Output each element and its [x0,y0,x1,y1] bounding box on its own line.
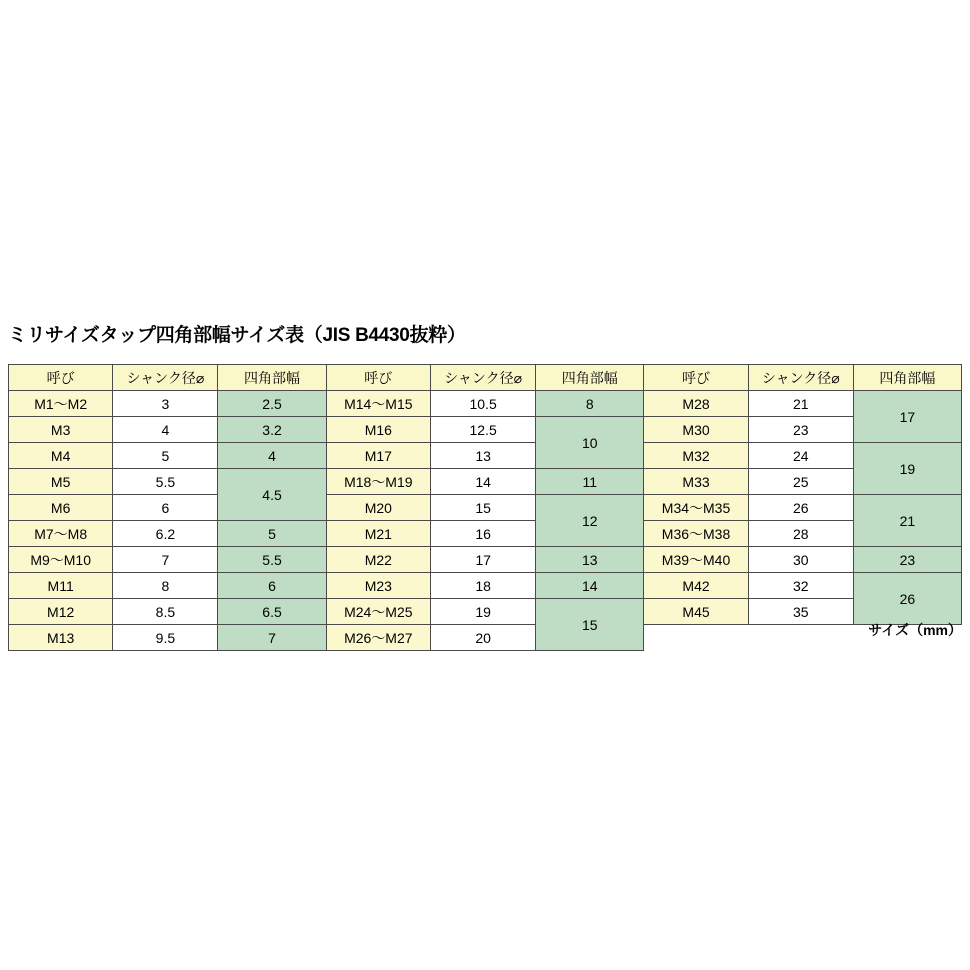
cell-designation: M45 [644,599,748,625]
cell-square-width: 23 [853,547,961,573]
cell-square-width: 26 [853,573,961,625]
cell-square-width: 4.5 [218,469,326,521]
cell-shank-diameter: 6.2 [113,521,218,547]
header-name-2: 呼び [326,365,430,391]
cell-shank-diameter: 5 [113,443,218,469]
cell-designation: M5 [9,469,113,495]
cell-shank-diameter: 24 [748,443,853,469]
header-square-2: 四角部幅 [536,365,644,391]
cell-square-width: 6 [218,573,326,599]
cell-shank-diameter: 12.5 [431,417,536,443]
cell-shank-diameter: 25 [748,469,853,495]
table-row [9,573,962,599]
cell-square-width: 19 [853,443,961,495]
table-row [9,443,962,469]
cell-shank-diameter: 26 [748,495,853,521]
cell-shank-diameter: 18 [431,573,536,599]
cell-square-width: 13 [536,547,644,573]
header-name-1: 呼び [9,365,113,391]
table-row [9,521,962,547]
cell-square-width: 7 [218,625,326,651]
cell-shank-diameter: 21 [748,391,853,417]
header-row [9,365,962,391]
cell-designation: M6 [9,495,113,521]
cell-square-width: 17 [853,391,961,443]
cell-shank-diameter: 14 [431,469,536,495]
cell-shank-diameter: 6 [113,495,218,521]
cell-shank-diameter: 7 [113,547,218,573]
cell-square-width: 3.2 [218,417,326,443]
cell-designation: M9〜M10 [9,547,113,573]
cell-shank-diameter: 20 [431,625,536,651]
size-table-container [8,364,962,651]
header-square-1: 四角部幅 [218,365,326,391]
cell-designation: M32 [644,443,748,469]
cell-shank-diameter: 8.5 [113,599,218,625]
cell-square-width: 6.5 [218,599,326,625]
cell-square-width: 8 [536,391,644,417]
table-row [9,417,962,443]
cell-shank-diameter: 19 [431,599,536,625]
cell-designation: M20 [326,495,430,521]
header-shank-2: シャンク径⌀ [431,365,536,391]
table-row [9,391,962,417]
cell-designation: M39〜M40 [644,547,748,573]
cell-shank-diameter: 23 [748,417,853,443]
cell-designation: M13 [9,625,113,651]
cell-designation: M34〜M35 [644,495,748,521]
cell-square-width: 4 [218,443,326,469]
cell-designation: M28 [644,391,748,417]
cell-square-width: 10 [536,417,644,469]
cell-designation: M33 [644,469,748,495]
header-square-3: 四角部幅 [853,365,961,391]
cell-square-width: 11 [536,469,644,495]
cell-square-width: 21 [853,495,961,547]
unit-note: サイズ（mm） [868,622,962,638]
cell-designation: M30 [644,417,748,443]
cell-shank-diameter: 28 [748,521,853,547]
cell-shank-diameter: 32 [748,573,853,599]
cell-square-width: 2.5 [218,391,326,417]
cell-shank-diameter: 30 [748,547,853,573]
cell-designation: M21 [326,521,430,547]
cell-designation: M7〜M8 [9,521,113,547]
header-name-3: 呼び [644,365,748,391]
cell-shank-diameter: 3 [113,391,218,417]
cell-designation: M16 [326,417,430,443]
tap-square-width-size-table [8,364,962,651]
cell-shank-diameter: 8 [113,573,218,599]
header-shank-1: シャンク径⌀ [113,365,218,391]
table-row [9,495,962,521]
table-body [9,391,962,651]
cell-designation: M42 [644,573,748,599]
cell-designation: M3 [9,417,113,443]
table-row [9,599,962,625]
cell-designation: M26〜M27 [326,625,430,651]
table-row [9,547,962,573]
cell-square-width: 5 [218,521,326,547]
cell-square-width: 14 [536,573,644,599]
cell-designation: M23 [326,573,430,599]
cell-shank-diameter: 15 [431,495,536,521]
cell-shank-diameter: 10.5 [431,391,536,417]
cell-designation: M4 [9,443,113,469]
cell-shank-diameter: 35 [748,599,853,625]
cell-designation: M12 [9,599,113,625]
cell-shank-diameter: 17 [431,547,536,573]
cell-shank-diameter: 4 [113,417,218,443]
cell-designation: M11 [9,573,113,599]
table-row [9,469,962,495]
cell-shank-diameter: 16 [431,521,536,547]
cell-designation: M22 [326,547,430,573]
cell-square-width: 5.5 [218,547,326,573]
table-row [9,625,962,651]
cell-designation: M1〜M2 [9,391,113,417]
page-title: ミリサイズタップ四角部幅サイズ表（JIS B4430抜粋） [8,325,466,346]
header-shank-3: シャンク径⌀ [748,365,853,391]
cell-shank-diameter: 9.5 [113,625,218,651]
cell-shank-diameter: 5.5 [113,469,218,495]
cell-designation: M17 [326,443,430,469]
cell-square-width: 15 [536,599,644,651]
cell-designation: M14〜M15 [326,391,430,417]
cell-designation: M18〜M19 [326,469,430,495]
table-header [9,365,962,391]
cell-designation: M24〜M25 [326,599,430,625]
cell-shank-diameter: 13 [431,443,536,469]
cell-square-width: 12 [536,495,644,547]
cell-designation: M36〜M38 [644,521,748,547]
